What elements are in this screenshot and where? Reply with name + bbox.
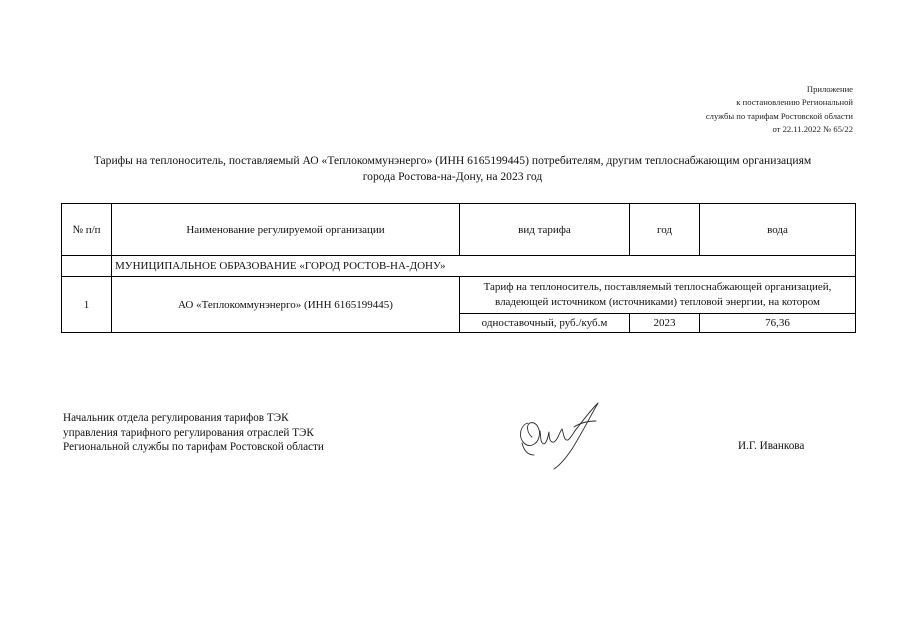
row-tariff-description — [460, 277, 856, 314]
appendix-line: службы по тарифам Ростовской области — [705, 110, 853, 121]
title-line-1: Тарифы на теплоноситель, поставляемый АО «Теплокоммунэнерго» (ИНН 6165199445) потребителям, другим теплоснабжающим организациям — [93, 154, 812, 167]
document-title — [40, 153, 865, 184]
appendix-line: Приложение — [806, 84, 853, 94]
tariff-description-line-2: владеющей источником (источниками) тепловой энергии, на котором — [495, 296, 820, 308]
municipality-empty-cell — [62, 256, 112, 277]
header-num: № п/п — [62, 204, 112, 256]
row-water-value: 76,36 — [700, 314, 856, 333]
table-row — [62, 277, 856, 314]
header-water: вода — [700, 204, 856, 256]
municipality-row — [62, 256, 856, 277]
municipality-name: МУНИЦИПАЛЬНОЕ ОБРАЗОВАНИЕ «ГОРОД РОСТОВ-НА-ДОНУ» — [112, 256, 856, 277]
tariff-description-line-1: Тариф на теплоноситель, поставляемый теплоснабжающей организацией, — [483, 281, 832, 293]
header-year: год — [630, 204, 700, 256]
appendix-line: от 22.11.2022 № 65/22 — [772, 124, 853, 135]
signer-position-line: Начальник отдела регулирования тарифов ТЭК — [63, 412, 289, 424]
table-header-row — [62, 204, 856, 256]
row-org: АО «Теплокоммунэнерго» (ИНН 6165199445) — [112, 277, 460, 333]
appendix-header — [706, 83, 853, 137]
header-tariff-type: вид тарифа — [460, 204, 630, 256]
signer-position — [63, 411, 324, 455]
row-num: 1 — [62, 277, 112, 333]
signer-name: И.Г. Иванкова — [738, 440, 805, 452]
row-tariff-type: одноставочный, руб./куб.м — [460, 314, 630, 333]
tariff-table — [61, 203, 856, 333]
signer-position-line: управления тарифного регулирования отраслей ТЭК — [63, 426, 314, 439]
row-year: 2023 — [630, 314, 700, 333]
handwritten-signature — [514, 393, 610, 473]
header-org: Наименование регулируемой организации — [112, 204, 460, 256]
signer-position-line: Региональной службы по тарифам Ростовской области — [63, 441, 324, 454]
title-line-2: города Ростова-на-Дону, на 2023 год — [362, 169, 543, 183]
appendix-line: к постановлению Региональной — [736, 97, 853, 108]
